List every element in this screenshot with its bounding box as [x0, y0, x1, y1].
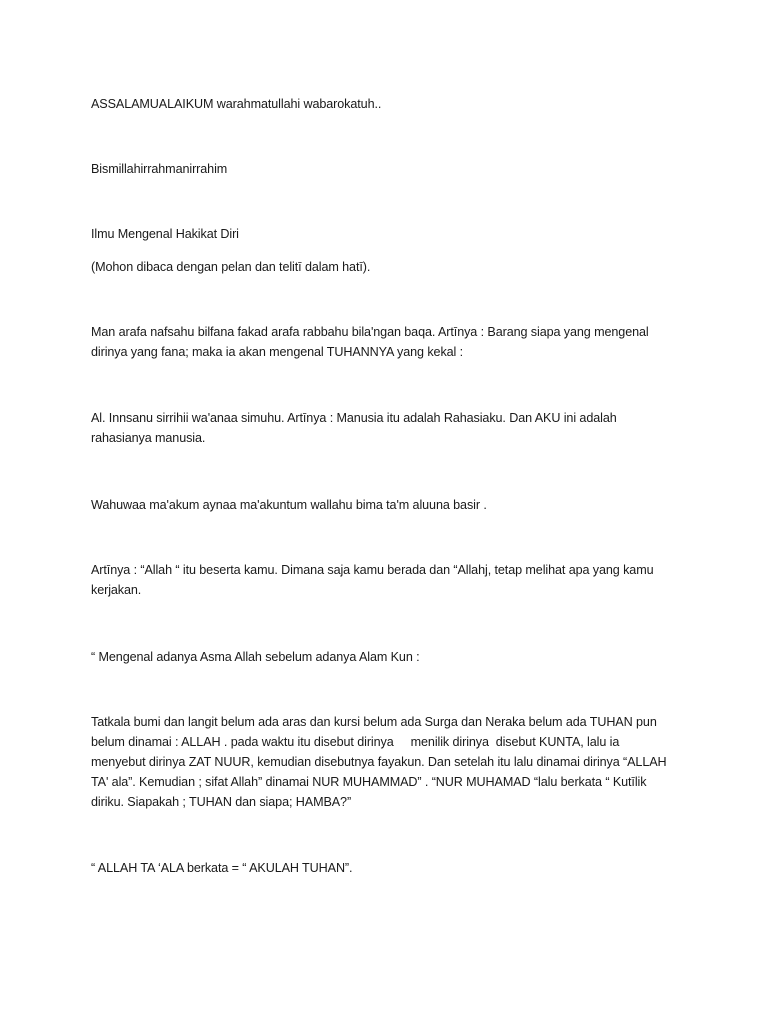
- text-line: (Mohon dibaca dengan pelan dan telitī dalam hatī).: [91, 260, 371, 274]
- text-line: kerjakan.: [91, 583, 142, 597]
- body-paragraph: [91, 322, 691, 362]
- body-paragraph: [91, 712, 691, 812]
- text-line: Tatkala bumi dan langit belum ada aras dan kursi belum ada Surga dan Neraka belum ada TUHAN pun: [91, 715, 657, 729]
- text-line: “ ALLAH TA ‘ALA berkata = “ AKULAH TUHAN”.: [91, 861, 353, 875]
- title-paragraph: [91, 224, 691, 244]
- text-line: belum dinamai : ALLAH . pada waktu itu disebut dirinya menilik dirinya disebut KUNTA, lalu ia: [91, 735, 620, 749]
- body-paragraph: [91, 560, 691, 600]
- text-line: menyebut dirinya ZAT NUUR, kemudian disebutnya fayakun. Dan setelah itu lalu dinamai dirinya “ALLAH: [91, 755, 667, 769]
- text-line: TA' ala”. Kemudian ; sifat Allah” dinamai NUR MUHAMMAD” . “NUR MUHAMAD “lalu berkata “ Kutīlik: [91, 775, 647, 789]
- text-line: diriku. Siapakah ; TUHAN dan siapa; HAMBA?”: [91, 795, 352, 809]
- text-line: ASSALAMUALAIKUM warahmatullahi wabarokatuh..: [91, 97, 382, 111]
- text-line: Bismillahirrahmanirrahim: [91, 162, 228, 176]
- text-line: dirinya yang fana; maka ia akan mengenal TUHANNYA yang kekal :: [91, 345, 464, 359]
- body-paragraph: [91, 495, 691, 515]
- instruction-paragraph: [91, 257, 691, 277]
- text-line: Al. Innsanu sirrihii wa'anaa simuhu. Artīnya : Manusia itu adalah Rahasiaku. Dan AKU ini adalah: [91, 411, 617, 425]
- text-line: Ilmu Mengenal Hakikat Diri: [91, 227, 239, 241]
- text-line: “ Mengenal adanya Asma Allah sebelum adanya Alam Kun :: [91, 650, 420, 664]
- text-line: Man arafa nafsahu bilfana fakad arafa rabbahu bila'ngan baqa. Artīnya : Barang siapa yang mengenal: [91, 325, 649, 339]
- basmala-paragraph: [91, 159, 691, 179]
- heading-paragraph: [91, 647, 691, 667]
- text-line: Artīnya : “Allah “ itu beserta kamu. Dimana saja kamu berada dan “Allahj, tetap melihat apa yang kamu: [91, 563, 654, 577]
- greeting-paragraph: [91, 94, 691, 114]
- closing-paragraph: [91, 858, 691, 878]
- text-line: Wahuwaa ma'akum aynaa ma'akuntum wallahu bima ta'm aluuna basir .: [91, 498, 487, 512]
- body-paragraph: [91, 408, 691, 448]
- text-line: rahasianya manusia.: [91, 431, 206, 445]
